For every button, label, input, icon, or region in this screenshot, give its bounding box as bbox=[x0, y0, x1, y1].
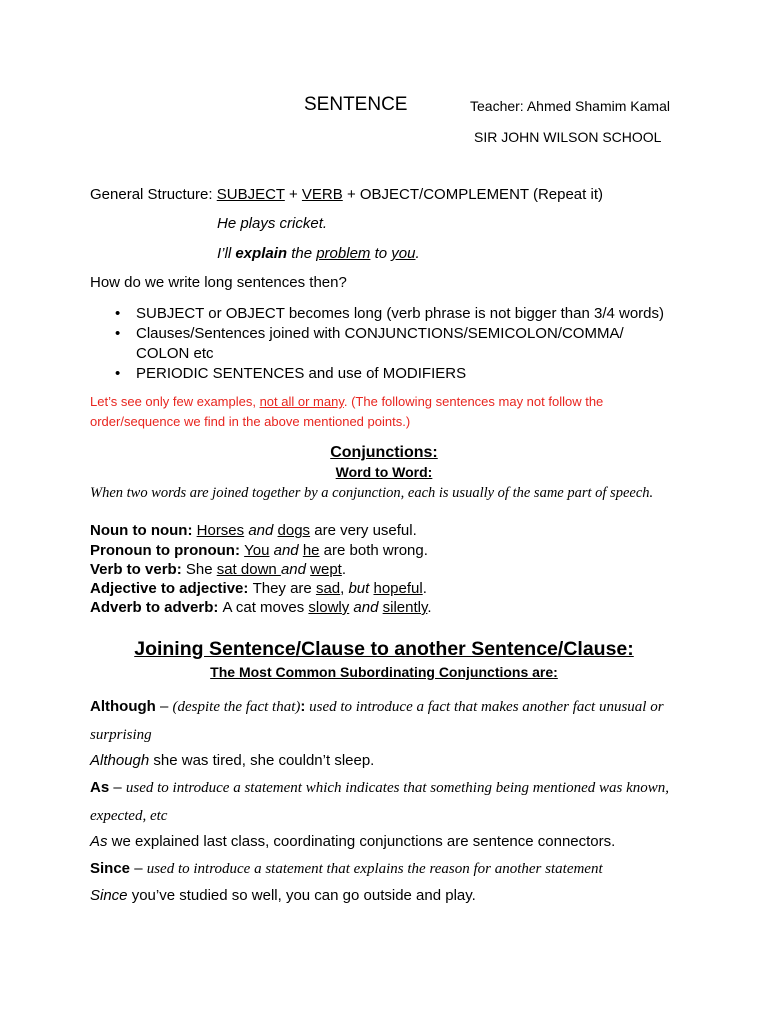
example-label: Noun to noun: bbox=[90, 522, 197, 539]
pronoun-example bbox=[90, 542, 428, 560]
example-word: hopeful bbox=[373, 580, 423, 597]
verb-example bbox=[90, 561, 346, 579]
note-emphasis: not all or many bbox=[259, 394, 344, 409]
example-2-problem: problem bbox=[316, 245, 371, 262]
structure-verb: VERB bbox=[301, 186, 343, 203]
adjective-example bbox=[90, 580, 427, 598]
document-title: SENTENCE bbox=[304, 94, 408, 115]
example-word: wept bbox=[310, 561, 342, 578]
example-2-part: . bbox=[415, 245, 420, 262]
as-definition bbox=[90, 779, 669, 797]
example-word: Horses bbox=[196, 522, 245, 539]
example-2-part: to bbox=[370, 245, 392, 262]
conjunctions-heading-text: Conjunctions: bbox=[330, 444, 438, 461]
example-pre: They are bbox=[252, 580, 316, 597]
teacher-name: Teacher: Ahmed Shamim Kamal bbox=[470, 98, 670, 114]
example-label: Adverb to adverb: bbox=[90, 599, 223, 616]
conjunction-term: Since bbox=[90, 860, 131, 877]
long-sentence-question: How do we write long sentences then? bbox=[90, 274, 347, 291]
example-tail: are both wrong. bbox=[319, 542, 428, 559]
word-to-word-heading bbox=[0, 464, 768, 481]
example-tail: . bbox=[341, 561, 346, 578]
example-comma: , bbox=[340, 580, 349, 597]
note-part: . (The following sentences may not follow the bbox=[343, 394, 604, 409]
term-dash: – bbox=[130, 860, 147, 877]
definition-paren: (despite the fact that) bbox=[172, 699, 301, 715]
example-conjunction: and bbox=[353, 599, 379, 616]
example-pre: She bbox=[185, 561, 217, 578]
example-pre: A cat moves bbox=[222, 599, 309, 616]
example-term: As bbox=[90, 833, 108, 850]
example-tail: . bbox=[427, 599, 432, 616]
example-word: You bbox=[244, 542, 270, 559]
general-structure-line bbox=[90, 186, 603, 204]
word-to-word-text: Word to Word: bbox=[335, 464, 433, 480]
example-label: Pronoun to pronoun: bbox=[90, 542, 245, 559]
conjunction-term: Although bbox=[90, 698, 156, 715]
structure-plus: + bbox=[284, 186, 302, 203]
example-conjunction: and bbox=[248, 522, 274, 539]
as-definition-line-2: expected, etc bbox=[90, 808, 168, 824]
although-example bbox=[90, 752, 374, 770]
definition-text: used to introduce a statement that explains the reason for another statement bbox=[146, 861, 603, 877]
example-word: silently bbox=[382, 599, 428, 616]
bullet-dot: • bbox=[115, 305, 121, 322]
example-conjunction: and bbox=[273, 542, 299, 559]
bullet-item: SUBJECT or OBJECT becomes long (verb phrase is not bigger than 3/4 words) bbox=[136, 305, 665, 322]
example-conjunction: but bbox=[348, 580, 370, 597]
bullet-dot: • bbox=[115, 325, 121, 342]
noun-example bbox=[90, 522, 417, 540]
example-label: Adjective to adjective: bbox=[90, 580, 253, 597]
definition-text: used to introduce a fact that makes another fact unusual or bbox=[305, 699, 664, 715]
example-term: Although bbox=[90, 752, 150, 769]
since-example bbox=[90, 887, 476, 905]
example-2-explain: explain bbox=[235, 245, 288, 262]
example-tail: are very useful. bbox=[310, 522, 417, 539]
bullet-dot: • bbox=[115, 365, 121, 382]
example-word: he bbox=[302, 542, 320, 559]
example-2-part: I’ll bbox=[217, 245, 236, 262]
example-word: dogs bbox=[277, 522, 311, 539]
structure-example-1: He plays cricket. bbox=[217, 215, 328, 232]
example-conjunction: and bbox=[280, 561, 306, 578]
bullet-item: PERIODIC SENTENCES and use of MODIFIERS bbox=[136, 365, 467, 382]
conjunctions-intro: When two words are joined together by a conjunction, each is usually of the same part of speech. bbox=[90, 485, 654, 501]
note-line-1 bbox=[90, 394, 603, 410]
adverb-example bbox=[90, 599, 432, 617]
note-part: Let’s see only few examples, bbox=[90, 394, 260, 409]
conjunctions-heading bbox=[0, 443, 768, 462]
school-name: SIR JOHN WILSON SCHOOL bbox=[474, 129, 662, 145]
since-definition bbox=[90, 860, 603, 878]
subordinating-heading bbox=[0, 664, 768, 681]
joining-heading bbox=[0, 638, 768, 661]
subordinating-heading-text: The Most Common Subordinating Conjunctions are: bbox=[210, 664, 558, 680]
term-dash: – bbox=[109, 779, 126, 796]
example-word: sat down bbox=[216, 561, 281, 578]
conjunction-term: As bbox=[90, 779, 110, 796]
note-line-2: order/sequence we find in the above mentioned points.) bbox=[90, 414, 411, 429]
structure-prefix: General Structure: bbox=[90, 186, 217, 203]
example-tail: . bbox=[422, 580, 427, 597]
definition-text: used to introduce a statement which indicates that something being mentioned was known, bbox=[125, 780, 670, 796]
example-sentence: she was tired, she couldn’t sleep. bbox=[149, 752, 375, 769]
example-word: sad bbox=[315, 580, 341, 597]
as-example bbox=[90, 833, 615, 851]
term-dash: – bbox=[155, 698, 173, 715]
bullet-item: Clauses/Sentences joined with CONJUNCTIONS/SEMICOLON/COMMA/ bbox=[136, 325, 624, 342]
definition-colon: : bbox=[300, 698, 306, 715]
example-sentence: you’ve studied so well, you can go outside and play. bbox=[127, 887, 476, 904]
example-2-you: you bbox=[391, 245, 416, 262]
although-definition bbox=[90, 698, 664, 716]
structure-subject: SUBJECT bbox=[216, 186, 285, 203]
example-label: Verb to verb: bbox=[90, 561, 186, 578]
example-term: Since bbox=[90, 887, 128, 904]
example-word: slowly bbox=[308, 599, 350, 616]
example-2-part: the bbox=[287, 245, 317, 262]
example-sentence: we explained last class, coordinating conjunctions are sentence connectors. bbox=[107, 833, 616, 850]
structure-example-2 bbox=[217, 245, 420, 263]
joining-heading-text: Joining Sentence/Clause to another Sentence/Clause: bbox=[134, 638, 634, 660]
structure-rest: + OBJECT/COMPLEMENT (Repeat it) bbox=[342, 186, 603, 203]
bullet-item-continuation: COLON etc bbox=[136, 345, 214, 362]
although-definition-line-2: surprising bbox=[90, 727, 152, 743]
